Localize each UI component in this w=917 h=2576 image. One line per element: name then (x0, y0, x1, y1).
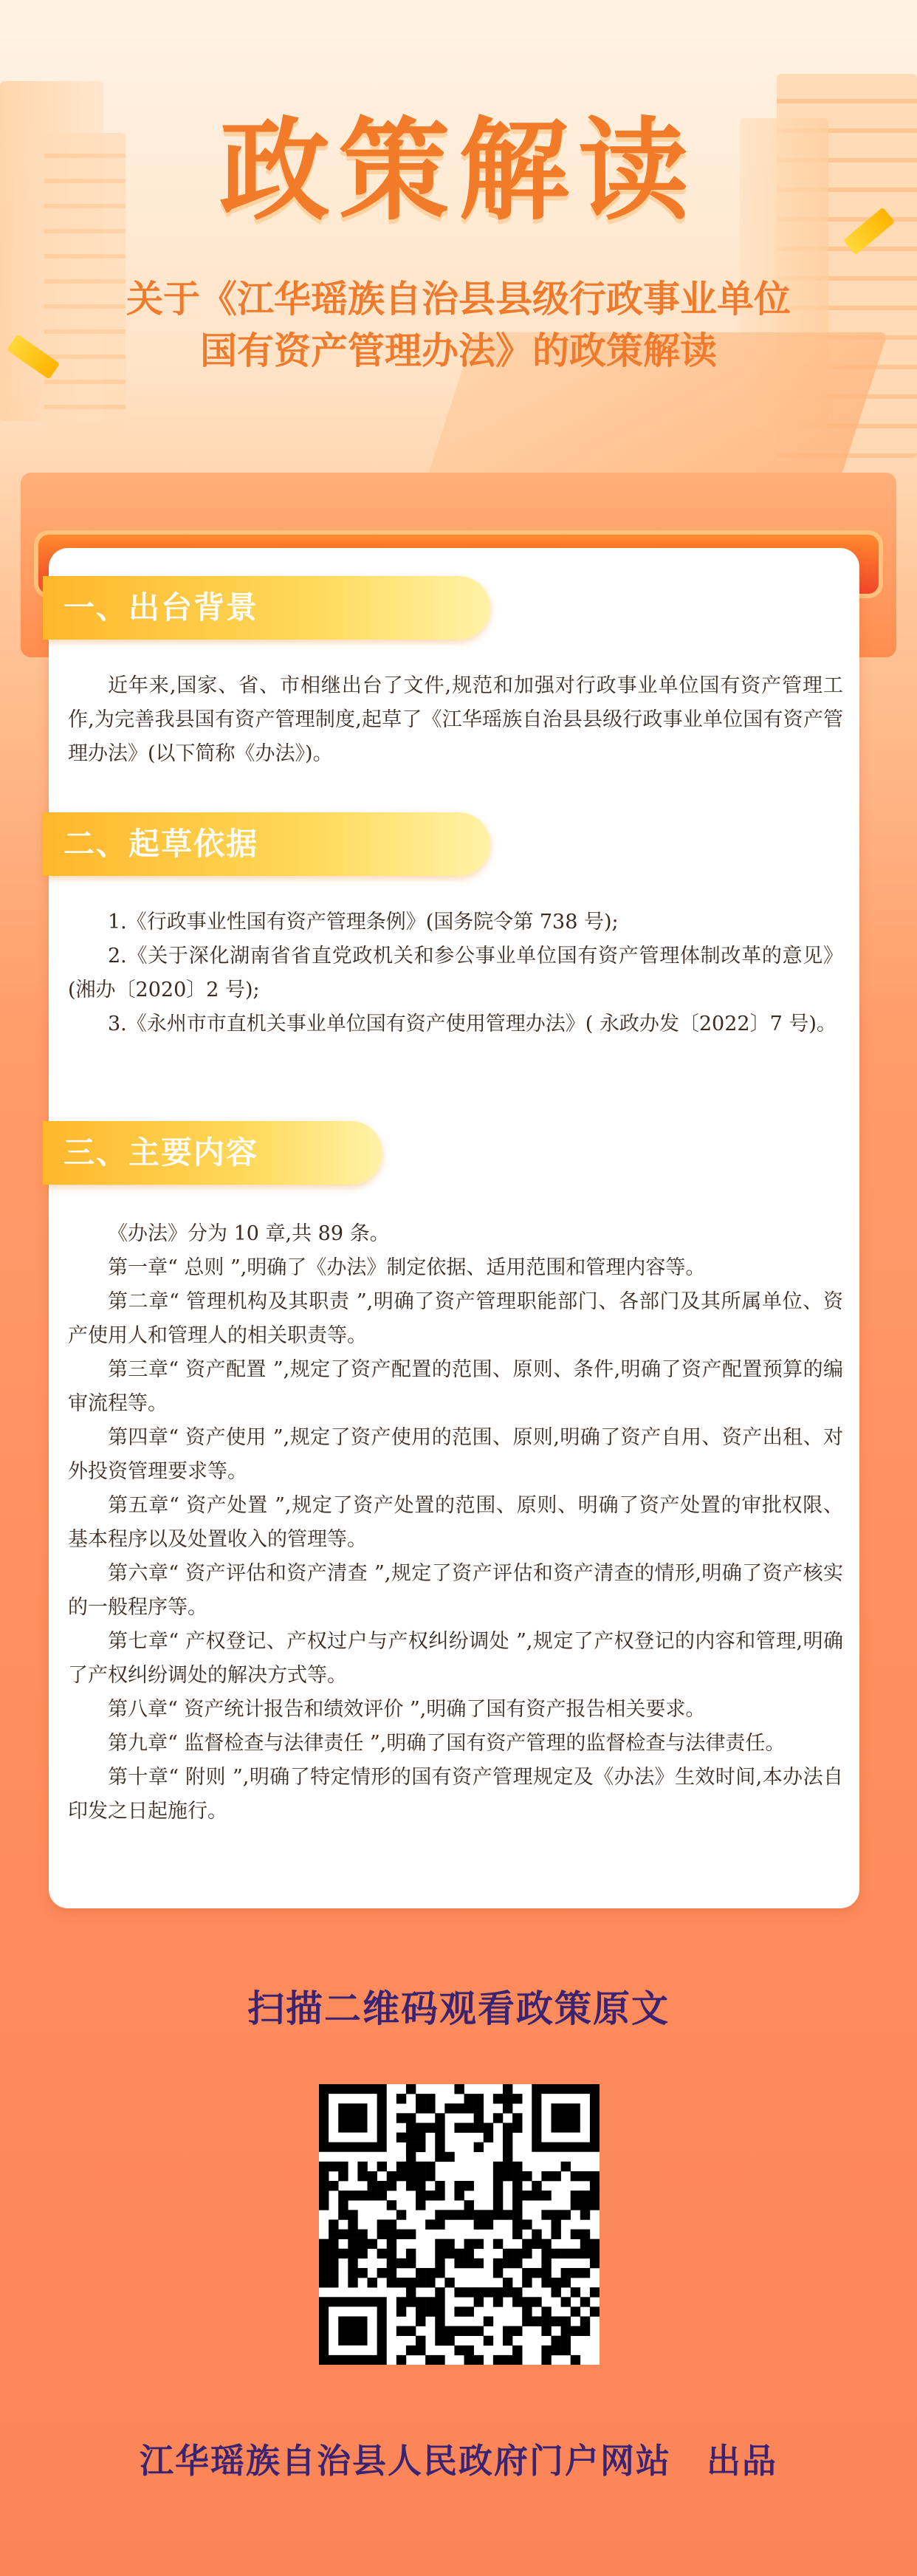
qr-code[interactable] (319, 2084, 600, 2365)
paragraph: 第二章“ 管理机构及其职责 ”,明确了资产管理职能部门、各部门及其所属单位、资产使用人和管理人的相关职责等。 (68, 1290, 843, 1347)
section-title-content: 三、主要内容 (43, 1121, 382, 1185)
footer-credit: 江华瑶族自治县人民政府门户网站 出品 (140, 2441, 777, 2481)
section-title-basis: 二、起草依据 (43, 812, 490, 876)
paragraph: 第八章“ 资产统计报告和绩效评价 ”,明确了国有资产报告相关要求。 (108, 1698, 706, 1721)
paragraph: 第五章“ 资产处置 ”,规定了资产处置的范围、原则、明确了资产处置的审批权限、基本程序以及处置收入的管理等。 (68, 1494, 843, 1551)
page-subtitle (74, 273, 843, 377)
paragraph: 3.《永州市市直机关事业单位国有资产使用管理办法》( 永政办发〔2022〕7 号)。 (108, 1013, 837, 1035)
paragraph: 第六章“ 资产评估和资产清查 ”,规定了资产评估和资产清查的情形,明确了资产核实的一般程序等。 (68, 1562, 843, 1619)
paragraph: 1.《行政事业性国有资产管理条例》(国务院令第 738 号); (108, 911, 619, 934)
qr-finder-pattern (551, 2103, 580, 2132)
paragraph: 2.《关于深化湖南省省直党政机关和参公事业单位国有资产管理体制改革的意见》(湘办〔2020〕2 号); (68, 945, 843, 1001)
subtitle-line: 国有资产管理办法》的政策解读 (200, 329, 717, 372)
section-body-basis (68, 905, 843, 1041)
paragraph: 第十章“ 附则 ”,明确了特定情形的国有资产管理规定及《办法》生效时间,本办法自印发之日起施行。 (68, 1766, 843, 1823)
section-title-background: 一、出台背景 (43, 576, 490, 640)
paragraph: 第四章“ 资产使用 ”,规定了资产使用的范围、原则,明确了资产自用、资产出租、对外投资管理要求等。 (68, 1426, 843, 1483)
paragraph: 《办法》分为 10 章,共 89 条。 (108, 1222, 390, 1245)
page-title: 政策解读 (219, 107, 698, 236)
qr-title: 扫描二维码观看政策原文 (247, 1987, 670, 2030)
paragraph: 第七章“ 产权登记、产权过户与产权纠纷调处 ”,规定了产权登记的内容和管理,明确了产权纠纷调处的解决方式等。 (68, 1630, 843, 1687)
qr-finder-pattern (338, 2103, 367, 2132)
subtitle-line: 关于《江华瑶族自治县县级行政事业单位 (126, 278, 791, 321)
paragraph: 第一章“ 总则 ”,明确了《办法》制定依据、适用范围和管理内容等。 (108, 1256, 706, 1279)
paragraph: 近年来,国家、省、市相继出台了文件,规范和加强对行政事业单位国有资产管理工作,为完善我县国有资产管理制度,起草了《江华瑶族自治县县级行政事业单位国有资产管理办法》(以下简称《办法》)。 (68, 674, 843, 765)
qr-finder-pattern (338, 2316, 367, 2345)
section-body-background (68, 669, 843, 771)
section-body-content (68, 1217, 843, 1829)
paragraph: 第三章“ 资产配置 ”,规定了资产配置的范围、原则、条件,明确了资产配置预算的编审流程等。 (68, 1358, 843, 1415)
paragraph: 第九章“ 监督检查与法律责任 ”,明确了国有资产管理的监督检查与法律责任。 (108, 1732, 786, 1755)
qr-code-image (319, 2084, 600, 2365)
